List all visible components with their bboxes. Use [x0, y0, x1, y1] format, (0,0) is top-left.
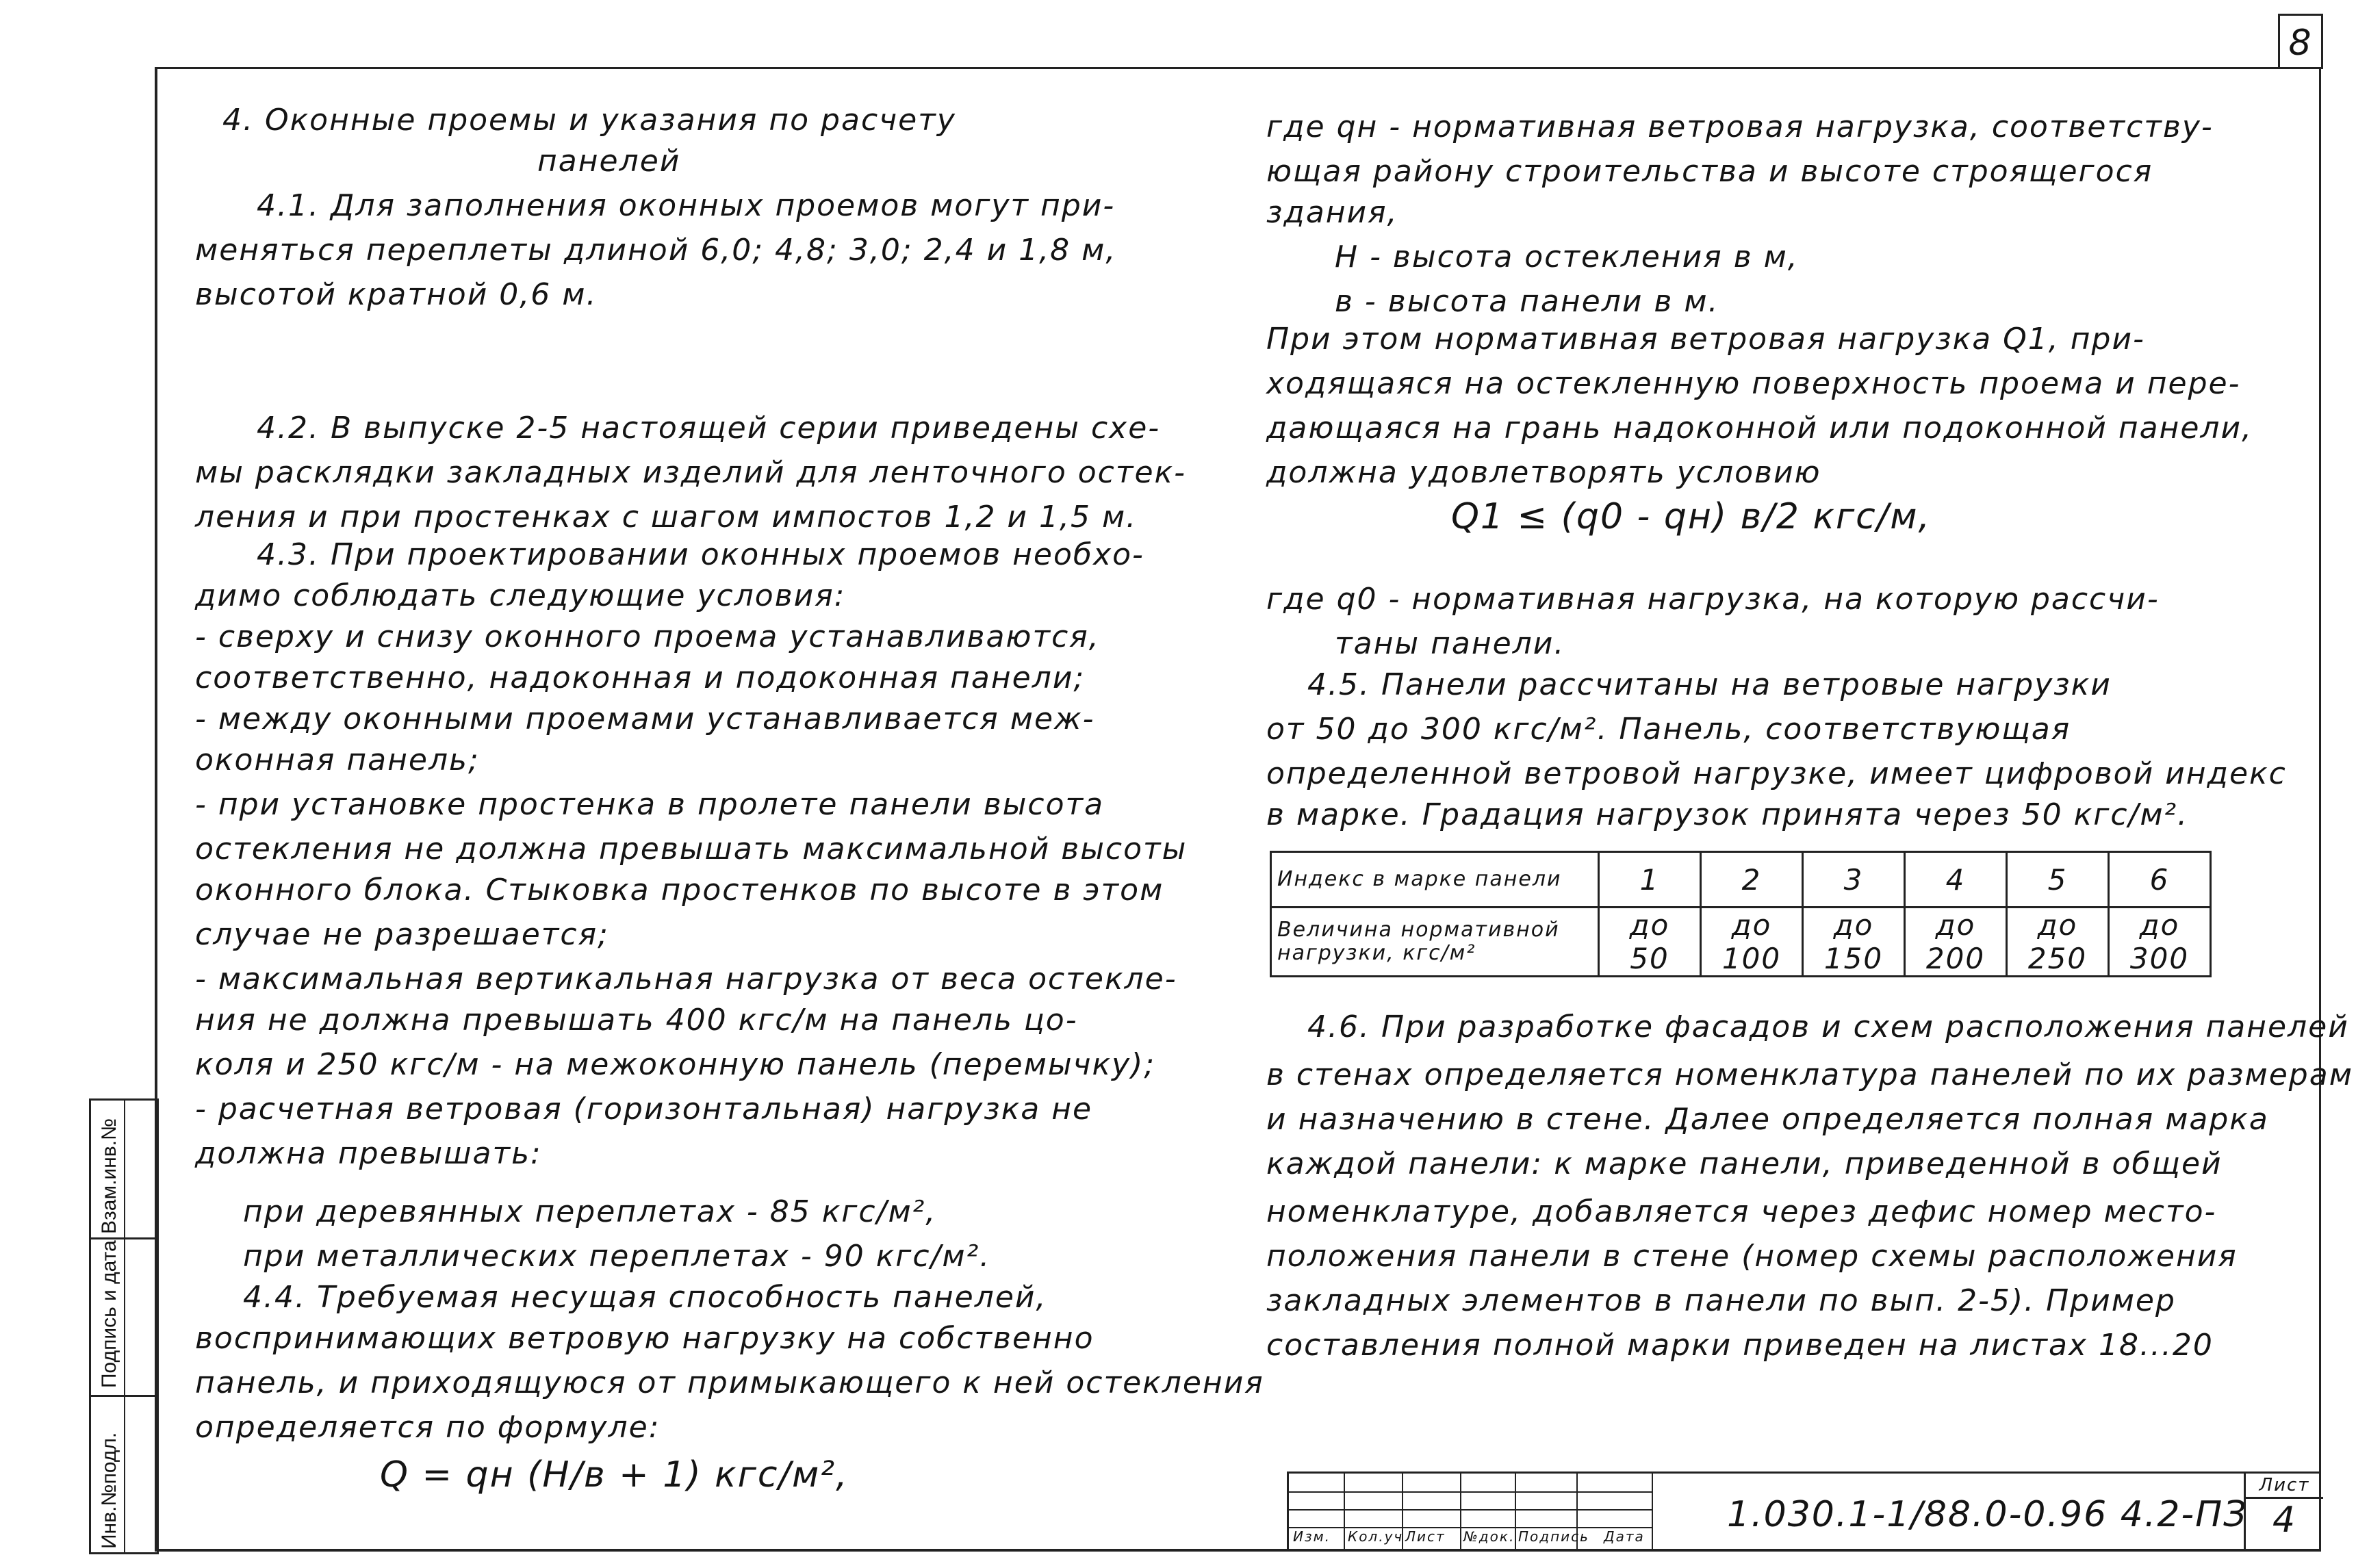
- paragraph-line: здания,: [1266, 195, 1398, 230]
- paragraph-line: оконная панель;: [195, 743, 480, 777]
- table-cell: до 100: [1701, 908, 1803, 977]
- paragraph-line: ления и при простенках с шагом импостов 1,2 и 1,5 м.: [195, 500, 1138, 535]
- table-header-load: Величина нормативной нагрузки, кгс/м²: [1271, 908, 1599, 977]
- paragraph-line: ющая району строительства и высоте строящегося: [1266, 154, 2153, 189]
- table-cell: до 250: [2007, 908, 2109, 977]
- table-cell: 3: [1803, 852, 1905, 908]
- table-cell: до 300: [2109, 908, 2211, 977]
- right-column: [1266, 103, 2353, 1403]
- table-row: [1271, 908, 2211, 977]
- stamp-grid-line: [1344, 1474, 1345, 1551]
- paragraph-line: в - высота панели в м.: [1335, 284, 1719, 319]
- stamp-label: Изм.: [1293, 1528, 1331, 1545]
- paragraph-line: меняться переплеты длиной 6,0; 4,8; 3,0; 2,4 и 1,8 м,: [195, 233, 1117, 268]
- paragraph-line: при деревянных переплетах - 85 кгс/м²,: [243, 1194, 937, 1229]
- paragraph-line: составления полной марки приведен на листах 18...20: [1266, 1328, 2214, 1363]
- paragraph-line: высотой кратной 0,6 м.: [195, 277, 598, 312]
- sheet-label: Лист: [2246, 1474, 2323, 1499]
- paragraph-line: должна удовлетворять условию: [1266, 455, 1821, 490]
- paragraph-line: 4.5. Панели рассчитаны на ветровые нагрузки: [1307, 667, 2112, 702]
- paragraph-line: где qн - нормативная ветровая нагрузка, соответству-: [1266, 110, 2214, 144]
- table-cell: 4: [1905, 852, 2007, 908]
- stamp-label: №док.: [1463, 1528, 1515, 1545]
- paragraph-line: определяется по формуле:: [195, 1410, 661, 1445]
- paragraph-line: остекления не должна превышать максимальной высоты: [195, 832, 1188, 866]
- paragraph-line: 4.3. При проектировании оконных проемов необхо-: [257, 537, 1144, 572]
- title-block: [1287, 1471, 2321, 1551]
- formula: Q = qн (H/в + 1) кгс/м²,: [380, 1454, 849, 1495]
- paragraph-line: от 50 до 300 кгс/м². Панель, соответствующая: [1266, 712, 2071, 747]
- paragraph-line: 4.4. Требуемая несущая способность панелей,: [243, 1280, 1047, 1315]
- load-index-table: [1270, 851, 2212, 977]
- paragraph-line: номенклатуре, добавляется через дефис номер место-: [1266, 1194, 2217, 1229]
- paragraph-line: - расчетная ветровая (горизонтальная) нагрузка не: [195, 1092, 1093, 1127]
- table-cell: до 50: [1599, 908, 1701, 977]
- section-title: 4. Оконные проемы и указания по расчету: [222, 103, 956, 138]
- stamp-label: Лист: [1405, 1528, 1446, 1545]
- paragraph-line: ния не должна превышать 400 кгс/м на панель цо-: [195, 1003, 1078, 1038]
- paragraph-line: соответственно, надоконная и подоконная панели;: [195, 660, 1086, 695]
- paragraph-line: оконного блока. Стыковка простенков по высоте в этом: [195, 873, 1164, 908]
- stamp-label: Кол.уч: [1348, 1528, 1404, 1545]
- paragraph-line: и назначению в стене. Далее определяется полная марка: [1266, 1102, 2269, 1137]
- side-label-inv: Инв.№подл.: [98, 1432, 120, 1549]
- paragraph-line: 4.2. В выпуске 2-5 настоящей серии приведены схе-: [257, 411, 1161, 446]
- stamp-row-line: [1289, 1491, 1652, 1493]
- paragraph-line: коля и 250 кгс/м - на межоконную панель (перемычку);: [195, 1047, 1156, 1082]
- paragraph-line: - максимальная вертикальная нагрузка от веса остекле-: [195, 962, 1177, 997]
- paragraph-line: H - высота остекления в м,: [1335, 240, 1799, 274]
- frame-top-border: [156, 67, 2319, 69]
- paragraph-line: 4.1. Для заполнения оконных проемов могут при-: [257, 188, 1116, 223]
- document-code: 1.030.1-1/88.0-0.96 4.2-ПЗ: [1727, 1494, 2248, 1535]
- paragraph-line: каждой панели: к марке панели, приведенной в общей: [1266, 1146, 2223, 1181]
- paragraph-line: при металлических переплетах - 90 кгс/м².: [243, 1239, 991, 1274]
- stamp-label: Дата: [1604, 1528, 1645, 1545]
- table-header-index: Индекс в марке панели: [1271, 852, 1599, 908]
- table-cell: до 200: [1905, 908, 2007, 977]
- paragraph-line: панель, и приходящуюся от примыкающего к ней остекления: [195, 1365, 1264, 1400]
- paragraph-line: - между оконными проемами устанавливается меж-: [195, 702, 1095, 736]
- paragraph-line: дающаяся на грань надоконной или подоконной панели,: [1266, 411, 2253, 446]
- sheet-number-box: [2244, 1474, 2323, 1551]
- paragraph-line: таны панели.: [1335, 626, 1565, 661]
- stamp-grid-line: [1460, 1474, 1461, 1551]
- paragraph-line: - при установке простенка в пролете панели высота: [195, 787, 1105, 822]
- table-cell: 5: [2007, 852, 2109, 908]
- side-strip: [89, 1098, 159, 1554]
- table-cell: 6: [2109, 852, 2211, 908]
- stamp-label: Подпись: [1518, 1528, 1589, 1545]
- paragraph-line: случае не разрешается;: [195, 917, 609, 952]
- paragraph-line: определенной ветровой нагрузке, имеет цифровой индекс: [1266, 756, 2287, 791]
- paragraph-line: димо соблюдать следующие условия:: [195, 578, 846, 613]
- paragraph-line: в стенах определяется номенклатура панелей по их размерам: [1266, 1057, 2353, 1092]
- formula: Q1 ≤ (q0 - qн) в/2 кгс/м,: [1451, 496, 1932, 537]
- section-title-cont: панелей: [537, 144, 681, 179]
- table-row: [1271, 852, 2211, 908]
- paragraph-line: положения панели в стене (номер схемы расположения: [1266, 1239, 2238, 1274]
- sheet-tab: 8: [2278, 14, 2323, 69]
- paragraph-line: При этом нормативная ветровая нагрузка Q1, при-: [1266, 322, 2145, 357]
- frame-right-border: [2319, 67, 2321, 1551]
- paragraph-line: в марке. Градация нагрузок принята через 50 кгс/м².: [1266, 797, 2189, 832]
- paragraph-line: 4.6. При разработке фасадов и схем расположения панелей: [1307, 1010, 2349, 1044]
- paragraph-line: - сверху и снизу оконного проема устанавливаются,: [195, 619, 1100, 654]
- paragraph-line: закладных элементов в панели по вып. 2-5). Пример: [1266, 1283, 2176, 1318]
- table-cell: до 150: [1803, 908, 1905, 977]
- stamp-row-line: [1289, 1509, 1652, 1511]
- sheet-number: 4: [2272, 1500, 2297, 1541]
- stamp-grid-line: [1652, 1474, 1653, 1551]
- side-label-sign: Подпись и дата: [98, 1240, 120, 1388]
- side-label-vzam: Взам.инв.№: [98, 1118, 120, 1234]
- left-column: [195, 89, 1264, 1495]
- paragraph-line: ходящаяся на остекленную поверхность проема и пере-: [1266, 366, 2241, 401]
- paragraph-line: где q0 - нормативная нагрузка, на которую рассчи-: [1266, 582, 2160, 617]
- table-cell: 1: [1599, 852, 1701, 908]
- paragraph-line: мы расклядки закладных изделий для ленточного остек-: [195, 455, 1186, 490]
- paragraph-line: воспринимающих ветровую нагрузку на собственно: [195, 1321, 1094, 1356]
- paragraph-line: должна превышать:: [195, 1136, 542, 1171]
- table-cell: 2: [1701, 852, 1803, 908]
